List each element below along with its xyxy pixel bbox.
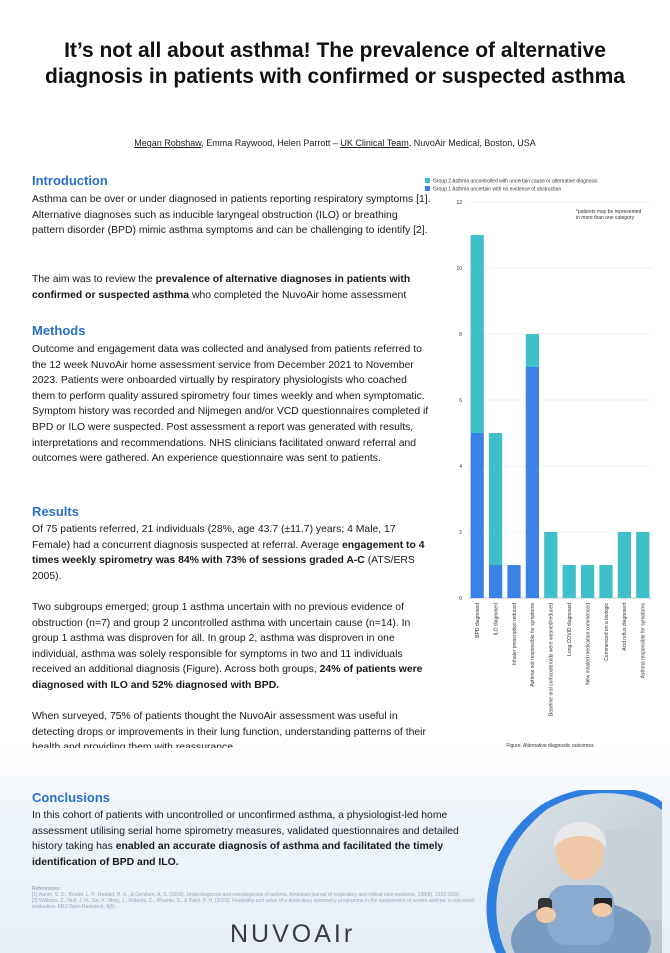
results-heading: Results: [32, 504, 79, 519]
results-p2-text: Two subgroups emerged; group 1 asthma uncertain with no previous evidence of obstruction (n=7) and group 2 uncontrolled asthma with uncertain cause (n=14). In group 1 asthma was disproven for all. In group 2, asthma was disproven in one individual, asthma was solely responsible for symptoms in two and 11 individuals received an additional diagnosis (Figure). Across both groups,: [32, 602, 411, 676]
bar-segment-group-2: [581, 565, 594, 598]
results-paragraph-2: [32, 600, 432, 694]
introduction-paragraph-2: [32, 272, 432, 303]
x-tick-label: Asthma not responsible for symptoms: [530, 603, 537, 687]
x-tick-label: Commenced on a biologic: [603, 603, 610, 661]
introduction-paragraph-1: Asthma can be over or under diagnosed in patients reporting respiratory symptoms [1]. Alternative diagnoses such as inducible laryngeal obstruction (ILO) or breathing pattern disorder (BPD) mimic asthma symptoms and can be challenging to identify [2].: [32, 194, 431, 237]
reference-2: [2] Williams, Z., Hull, J. H., Ge, Y., Ming, J., Roberts, C., Rhamie, S., & Patel, P. H. (2023). Feasibility and value of a domiciliary spirometry programme in the assessment of severe asthma: a real-world evaluation. ERJ Open Research, 9(6).: [32, 898, 475, 910]
y-tick-label: 8: [459, 331, 462, 338]
legend-swatch-2: [425, 178, 430, 183]
bar-segment-group-1: [507, 565, 520, 598]
poster-title: It’s not all about asthma! The prevalence of alternative diagnosis in patients with confirmed or suspected asthma: [45, 39, 625, 88]
bar-segment-group-2: [526, 334, 539, 367]
patient-photo: [486, 790, 662, 953]
references-heading: References:: [32, 886, 61, 892]
author-others: , Emma Raywood, Helen Parrott –: [201, 138, 341, 148]
y-tick-label: 4: [459, 463, 462, 470]
conclusions-heading: Conclusions: [32, 790, 111, 805]
y-tick-label: 0: [459, 595, 462, 602]
x-tick-label: BPD diagnosed: [475, 603, 481, 638]
x-tick-label: Long COVID diagnosed: [567, 603, 573, 656]
bar-segment-group-2: [563, 565, 576, 598]
reference-1: [1] Aaron, S. D., Boulet, L. P., Reddel, H. K., & Gershon, A. S. (2018). Underdiagnosis and overdiagnosis of asthma. American journal of respiratory and critical care medicine, 198(8), 1012-1020.: [32, 892, 461, 898]
y-tick-label: 12: [456, 199, 462, 206]
x-tick-label: Acid reflux diagnosed: [622, 603, 629, 651]
references: [32, 886, 482, 910]
x-tick-label: ILO diagnosed: [493, 603, 500, 636]
methods-paragraph: Outcome and engagement data was collected and analysed from patients referred to the 12 week NuvoAir home assessment service from December 2021 to November 2023. Patients were onboarded virtually by respiratory physiologists who coached them to perform quality assured spirometry four times weekly and when symptomatic. Symptom history was recorded and Nijmegen and/or VCD questionnaires completed if BPD or ILO were suspected. Post assessment a report was generated with results, interpretations and recommendations. NHS clinicians facilitated onward referral and outcomes were gathered. An experience questionnaire was sent to patients.: [32, 344, 429, 465]
y-tick-label: 2: [459, 529, 462, 536]
alternative-diagnosis-chart: [420, 170, 660, 760]
author-org: , NuvoAir Medical, Boston, USA: [408, 138, 536, 148]
bar-segment-group-2: [471, 235, 484, 433]
results-p1-tail: (ATS/ERS 2005).: [32, 555, 415, 582]
bar-segment-group-2: [618, 532, 631, 598]
bar-segment-group-1: [471, 433, 484, 598]
x-tick-label: Baseline oral corticosteroids were weaned/reduced: [548, 603, 555, 717]
x-tick-label: Asthma responsible for symptoms: [640, 603, 647, 679]
chart-note: *patients may be represented in more than one category: [576, 209, 642, 221]
author-line: [20, 138, 650, 148]
intro-aim-tail: who completed the NuvoAir home assessment: [189, 289, 407, 301]
bar-segment-group-2: [599, 565, 612, 598]
y-tick-label: 6: [459, 397, 462, 404]
author-lead: Megan Robshaw: [134, 138, 202, 148]
results-paragraph-1: [32, 522, 432, 584]
chart-x-labels: [475, 603, 647, 717]
bar-segment-group-2: [636, 532, 649, 598]
results-p2-bold: 24% of patients were diagnosed with ILO and 52% diagnosed with BPD.: [32, 664, 423, 691]
results-p1-text: Of 75 patients referred, 21 individuals (28%, age 43.7 (±11.7) years; 4 Male, 17 Female) had a concurrent diagnosis suspected at referral. Average: [32, 524, 396, 551]
results-paragraph-3: When surveyed, 75% of patients thought the NuvoAir assessment was useful in detecting drops or improvements in their lung function, understanding patterns of their: [32, 711, 426, 738]
intro-aim-bold: prevalence of alternative diagnoses in patients with confirmed or suspected asthma: [32, 274, 411, 301]
chart-bars: [471, 235, 650, 598]
conclusions-paragraph: [32, 808, 477, 870]
nuvoair-logo: NUVOAIr: [230, 920, 356, 948]
chart-legend: [425, 178, 598, 193]
conclusions-bold: enabled an accurate diagnosis of asthma and facilitated the timely identification of BPD and ILO.: [32, 841, 444, 868]
bar-segment-group-1: [489, 565, 502, 598]
legend-swatch-1: [425, 186, 430, 191]
bar-segment-group-1: [526, 367, 539, 598]
x-tick-label: Inhaler prescription reduced: [511, 603, 518, 665]
conclusions-text: In this cohort of patients with uncontrolled or unconfirmed asthma, a physiologist-led home assessment utilising serial home spirometry measures, validated questionnaires and detailed history taking has: [32, 810, 459, 853]
methods-heading: Methods: [32, 323, 86, 338]
author-team: UK Clinical Team: [340, 138, 409, 148]
results-p1-bold: engagement to 4 times weekly spirometry was 84% with 73% of sessions graded A-C: [32, 539, 425, 567]
x-tick-label: New inhaled medication commenced: [585, 603, 592, 685]
intro-aim-text: The aim was to review the: [32, 274, 156, 285]
legend-label-1: Group 1 Asthma uncertain with no evidence of obstruction: [433, 186, 562, 193]
bar-segment-group-2: [489, 433, 502, 565]
y-tick-label: 10: [456, 265, 462, 272]
introduction-heading: Introduction: [32, 173, 108, 188]
chart-caption: Figure. Alternative diagnostic outcomes: [506, 743, 594, 749]
bar-segment-group-2: [544, 532, 557, 598]
legend-label-2: Group 2 Asthma uncontrolled with uncertain cause or alternative diagnosis: [433, 178, 598, 185]
